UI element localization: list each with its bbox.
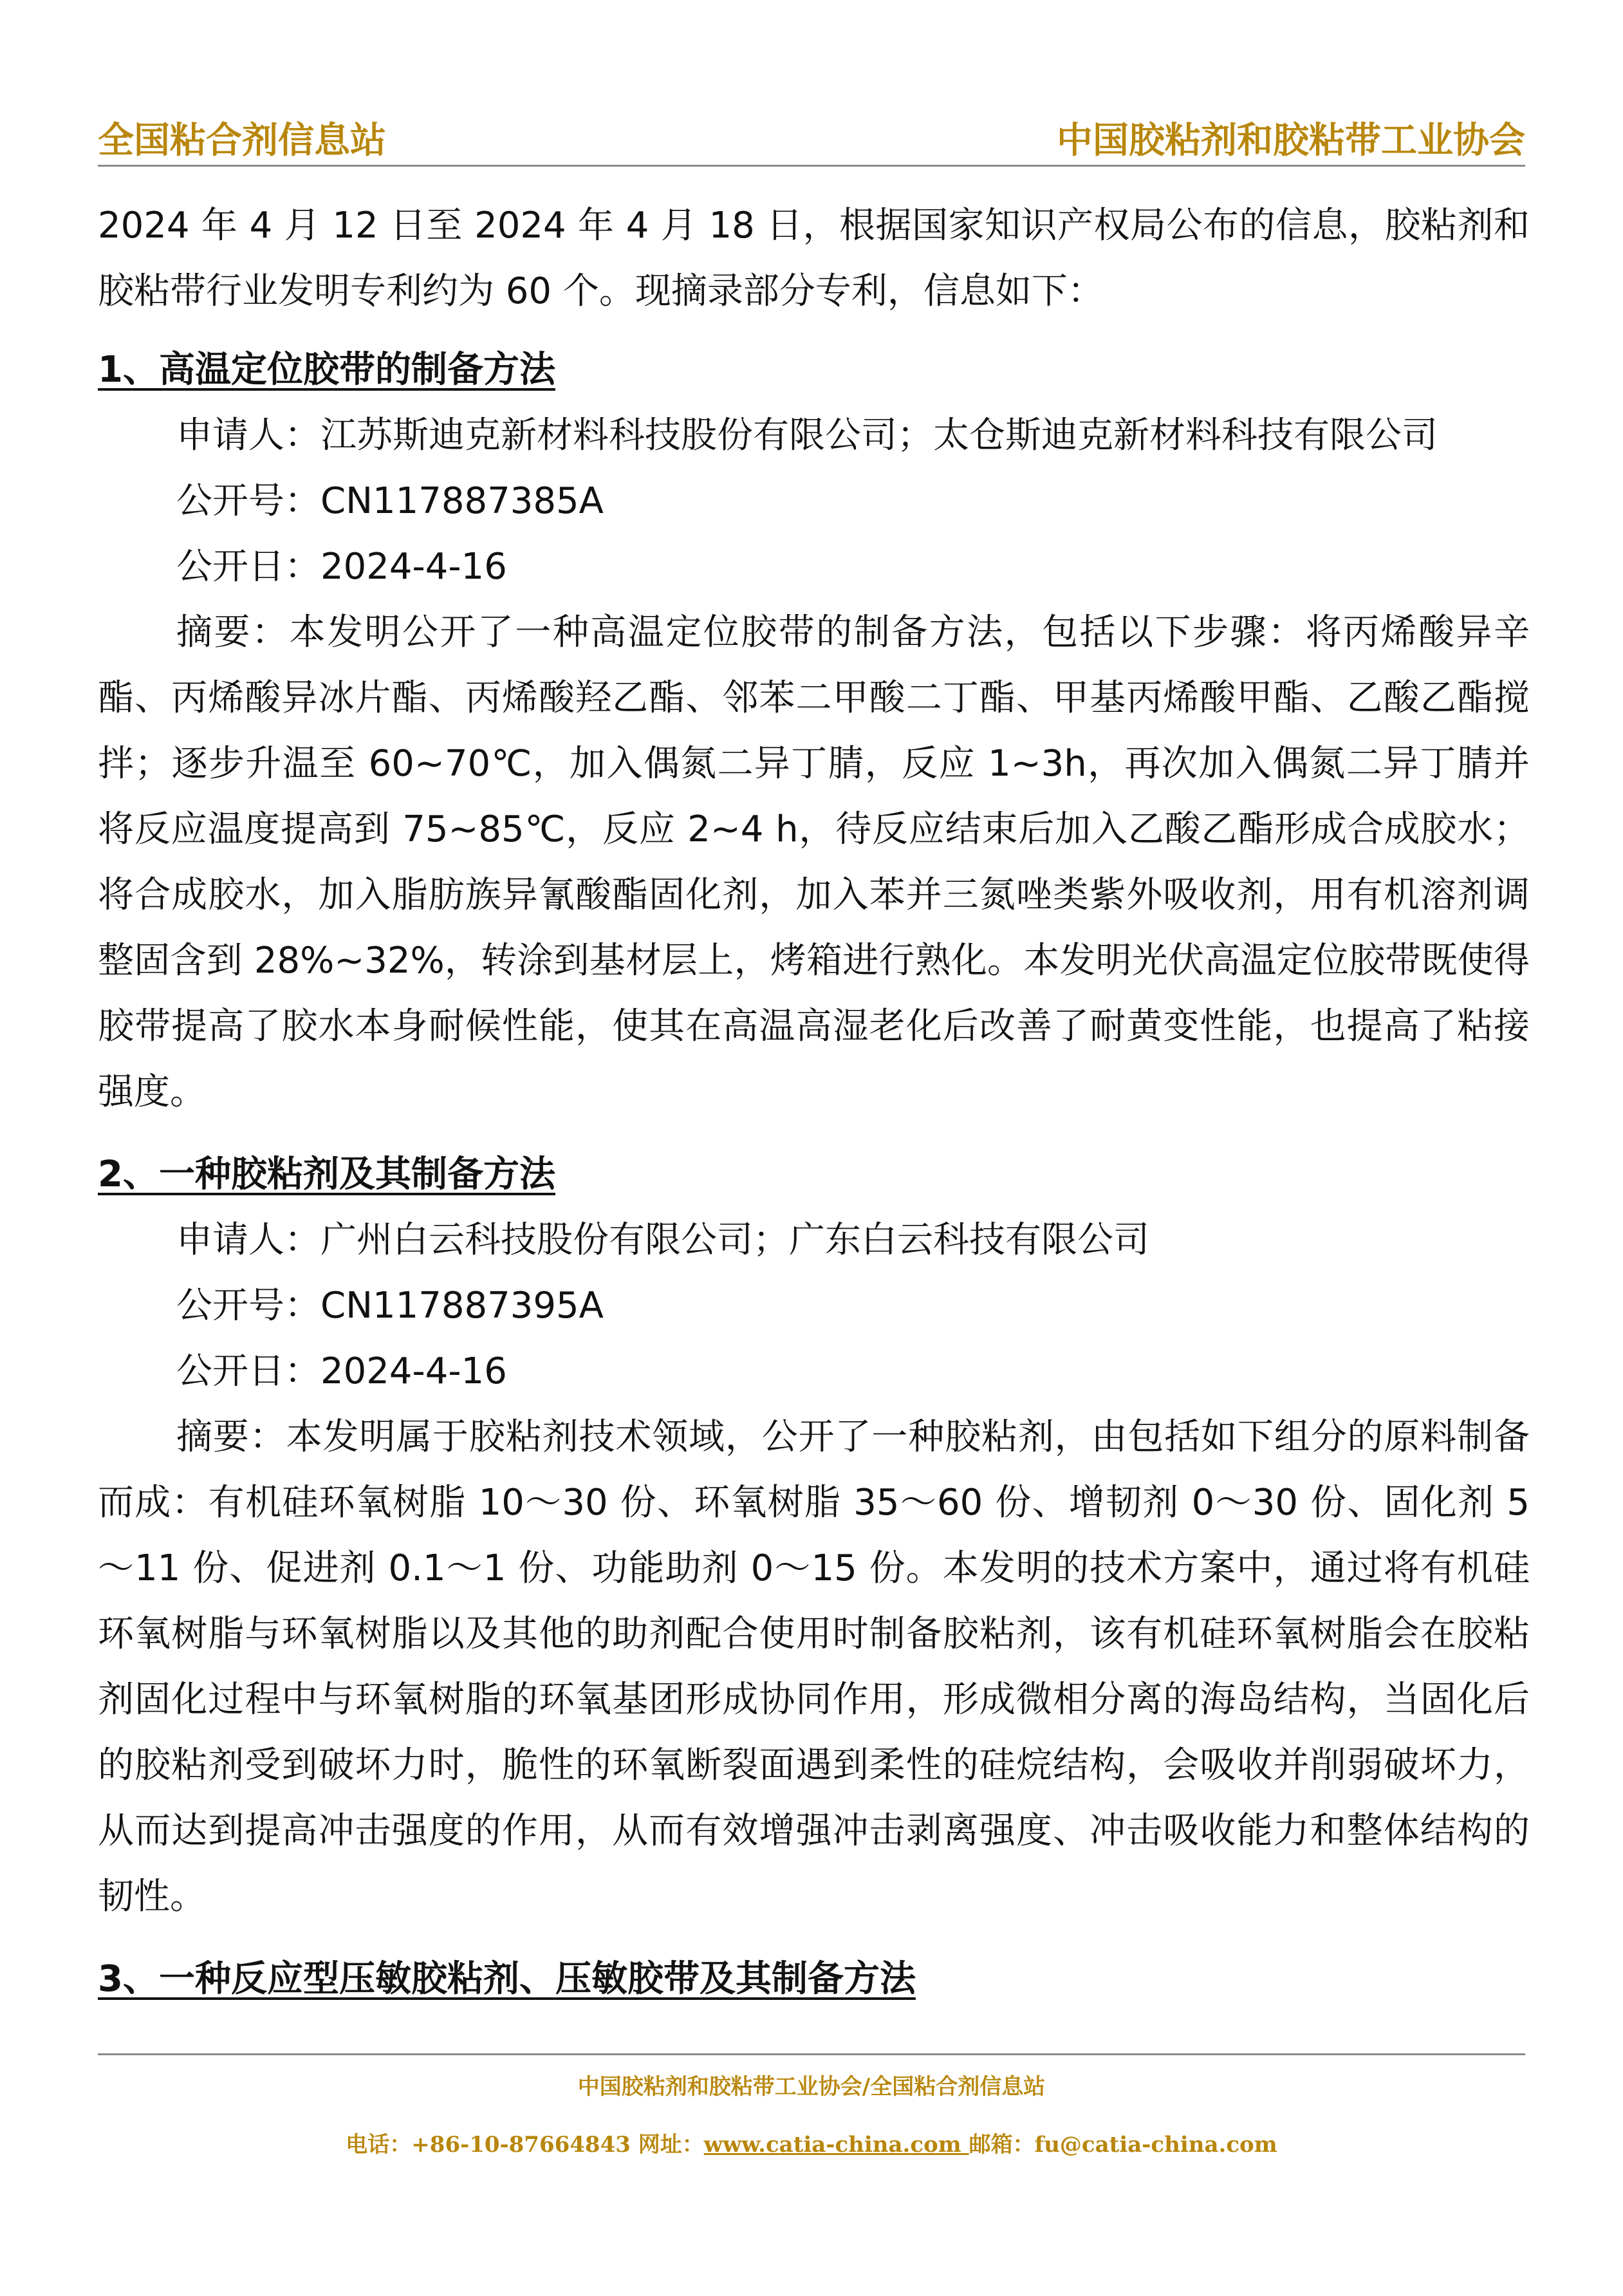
footer-email: 邮箱：fu@catia-china.com: [969, 2132, 1277, 2158]
header-right-title: 中国胶粘剂和胶粘带工业协会: [1057, 119, 1525, 162]
patent-applicant: 申请人：江苏斯迪克新材料科技股份有限公司；太仓斯迪克新材料科技有限公司: [176, 415, 1438, 456]
main-content: [98, 193, 1530, 2012]
footer-organization: 中国胶粘剂和胶粘带工业协会/全国粘合剂信息站: [577, 2074, 1046, 2100]
page-header: [98, 115, 1525, 167]
footer-contact: [98, 2129, 1525, 2161]
patent-section-2: [98, 1142, 1530, 1930]
patent-applicant: 申请人：广州白云科技股份有限公司；广东白云科技有限公司: [176, 1219, 1149, 1261]
patent-publication-number: 公开号：CN117887395A: [176, 1285, 604, 1327]
patent-publication-number: 公开号：CN117887385A: [176, 480, 604, 522]
header-left-title: 全国粘合剂信息站: [98, 119, 386, 162]
patent-publication-date: 公开日：2024-4-16: [176, 546, 507, 588]
footer-website-link[interactable]: www.catia-china.com: [703, 2132, 969, 2158]
footer-phone: 电话：+86-10-87664843 网址：: [346, 2132, 704, 2158]
patent-title: 3、一种反应型压敏胶粘剂、压敏胶带及其制备方法: [98, 1958, 916, 2000]
patent-title: 2、一种胶粘剂及其制备方法: [98, 1153, 555, 1195]
page-footer: [98, 2053, 1525, 2161]
patent-abstract: 摘要：本发明公开了一种高温定位胶带的制备方法，包括以下步骤：将丙烯酸异辛酯、丙烯酸异冰片酯、丙烯酸羟乙酯、邻苯二甲酸二丁酯、甲基丙烯酸甲酯、乙酸乙酯搅拌；逐步升温至 60~70℃，加入偶氮二异丁腈，反应 1~3h，再次加入偶氮二异丁腈并将反应温度提高到 75~85℃，反应 2~4 h，待反应结束后加入乙酸乙酯形成合成胶水；将合成胶水，加入脂肪族异氰酸酯固化剂，加入苯并三氮唑类紫外吸收剂，用有机溶剂调整固含到 28%~32%，转涂到基材层上，烤箱进行熟化。本发明光伏高温定位胶带既使得胶带提高了胶水本身耐候性能，使其在高温高湿老化后改善了耐黄变性能，也提高了粘接强度。: [98, 611, 1530, 1113]
patent-section-1: [98, 337, 1530, 1125]
patent-publication-date: 公开日：2024-4-16: [176, 1350, 507, 1392]
intro-paragraph: 2024 年 4 月 12 日至 2024 年 4 月 18 日，根据国家知识产权局公布的信息，胶粘剂和胶粘带行业发明专利约为 60 个。现摘录部分专利，信息如下：: [98, 205, 1530, 312]
patent-section-3: [98, 1946, 1530, 2012]
patent-abstract: 摘要：本发明属于胶粘剂技术领域，公开了一种胶粘剂，由包括如下组分的原料制备而成：有机硅环氧树脂 10～30 份、环氧树脂 35～60 份、增韧剂 0～30 份、固化剂 5～11 份、促进剂 0.1～1 份、功能助剂 0～15 份。本发明的技术方案中，通过将有机硅环氧树脂与环氧树脂以及其他的助剂配合使用时制备胶粘剂，该有机硅环氧树脂会在胶粘剂固化过程中与环氧树脂的环氧基团形成协同作用，形成微相分离的海岛结构，当固化后的胶粘剂受到破坏力时，脆性的环氧断裂面遇到柔性的硅烷结构，会吸收并削弱破坏力，从而达到提高冲击强度的作用，从而有效增强冲击剥离强度、冲击吸收能力和整体结构的韧性。: [98, 1416, 1530, 1918]
patent-title: 1、高温定位胶带的制备方法: [98, 349, 555, 391]
